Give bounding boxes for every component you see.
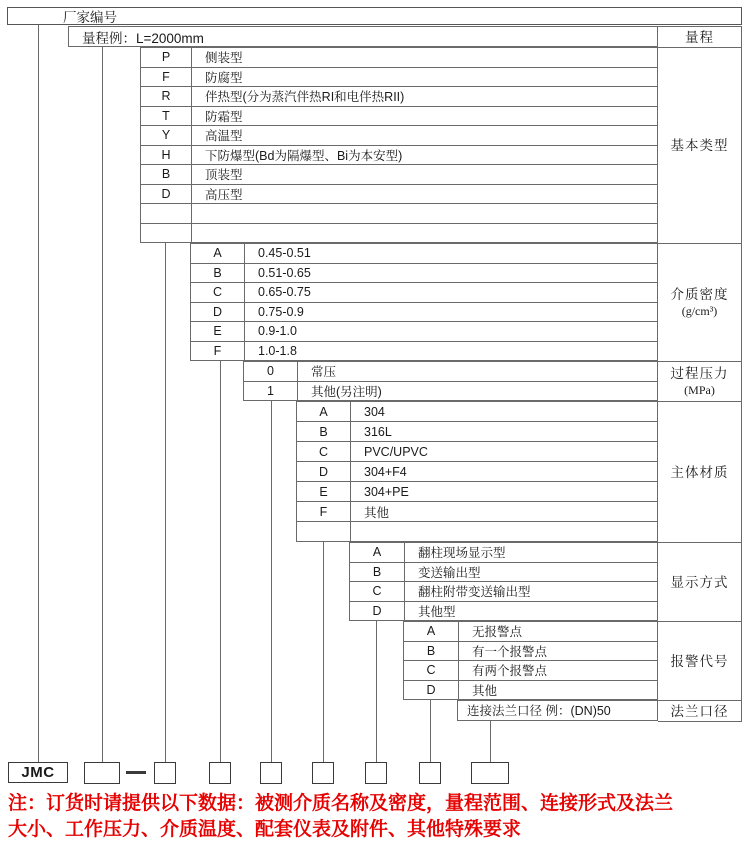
- connector-line-display-mode: [376, 621, 377, 762]
- code-cell: B: [350, 563, 405, 582]
- desc-cell: PVC/UPVC: [364, 444, 428, 459]
- code-box-flange-size: [471, 762, 509, 784]
- code-cell: T: [141, 107, 192, 126]
- table-row: [191, 283, 657, 303]
- desc-cell: 304+PE: [364, 484, 409, 499]
- desc-cell: 0.45-0.51: [258, 246, 311, 261]
- section-flange-size: [457, 700, 658, 721]
- code-cell: C: [297, 442, 351, 461]
- code-cell: B: [404, 642, 459, 661]
- table-row: [350, 543, 657, 563]
- label-alarm-code: 报警代号: [658, 622, 741, 701]
- table-row: [350, 563, 657, 583]
- connector-line-basic-type: [165, 243, 166, 762]
- table-row: [404, 622, 657, 642]
- code-cell: F: [297, 502, 351, 521]
- connector-line-manufacturer: [38, 25, 39, 762]
- code-cell: F: [141, 68, 192, 87]
- desc-cell: 其他: [472, 683, 498, 698]
- order-note-line-2: 大小、工作压力、介质温度、配套仪表及附件、其他特殊要求: [8, 818, 522, 840]
- connector-line-medium-density: [220, 361, 221, 762]
- desc-cell: 伴热型(分为蒸汽伴热RI和电伴热RII): [205, 90, 405, 105]
- table-row: [404, 681, 657, 701]
- table-row: [141, 48, 657, 68]
- desc-cell: 防霜型: [205, 109, 243, 124]
- code-box-alarm-code: [419, 762, 441, 784]
- code-box-process-pressure: [260, 762, 282, 784]
- table-row: [141, 68, 657, 88]
- desc-cell: 无报警点: [472, 625, 523, 640]
- code-cell: B: [141, 165, 192, 184]
- desc-cell: 高压型: [205, 187, 243, 202]
- desc-cell: 304+F4: [364, 464, 407, 479]
- label-basic-type: 基本类型: [658, 48, 741, 244]
- desc-cell: [192, 204, 657, 223]
- label-medium-density: 介质密度 (g/cm³): [658, 244, 741, 362]
- code-cell: D: [191, 303, 245, 322]
- desc-cell: 翻柱附带变送输出型: [418, 585, 531, 600]
- code-cell: B: [297, 422, 351, 441]
- code-cell: A: [350, 543, 405, 562]
- section-process-pressure: [243, 361, 658, 401]
- section-body-material: [296, 401, 658, 542]
- desc-cell: 316L: [364, 424, 392, 439]
- section-medium-density: [190, 243, 658, 361]
- desc-cell: 变送输出型: [418, 565, 481, 580]
- table-row: [404, 661, 657, 681]
- code-box-medium-density: [209, 762, 231, 784]
- code-cell: C: [404, 661, 459, 680]
- desc-cell: [192, 224, 657, 243]
- desc-cell: 有一个报警点: [472, 644, 548, 659]
- table-row: [141, 87, 657, 107]
- table-row: [141, 224, 657, 244]
- label-range: 量程: [658, 27, 741, 48]
- table-row: [404, 642, 657, 662]
- manufacturer-code-title: 厂家编号: [63, 10, 117, 25]
- desc-cell: 有两个报警点: [472, 664, 548, 679]
- connector-line-alarm-code: [430, 700, 431, 762]
- table-row: [141, 146, 657, 166]
- label-flange-size: 法兰口径: [658, 701, 741, 722]
- code-cell: D: [141, 185, 192, 204]
- table-row: [191, 244, 657, 264]
- table-row: [350, 602, 657, 622]
- order-note: [8, 791, 673, 842]
- code-cell: [141, 224, 192, 243]
- connector-line-body-material: [323, 542, 324, 762]
- code-box-basic-type: [154, 762, 176, 784]
- code-cell: A: [191, 244, 245, 263]
- code-cell: A: [297, 402, 351, 421]
- code-cell: 1: [244, 382, 298, 401]
- table-row: [191, 303, 657, 323]
- desc-cell: 高温型: [205, 129, 243, 144]
- code-cell: E: [297, 482, 351, 501]
- manufacturer-code-header: [7, 7, 742, 25]
- table-row: [297, 482, 657, 502]
- desc-cell: 1.0-1.8: [258, 343, 297, 358]
- table-row: [297, 522, 657, 542]
- table-row: [191, 264, 657, 284]
- desc-cell: 防腐型: [205, 70, 243, 85]
- table-row: [141, 107, 657, 127]
- desc-cell: 0.65-0.75: [258, 285, 311, 300]
- range-example-text: 量程例：L=2000mm: [82, 30, 204, 46]
- code-cell: A: [404, 622, 459, 641]
- code-cell: D: [404, 681, 459, 700]
- desc-cell: 其他: [364, 505, 390, 520]
- table-row: [297, 442, 657, 462]
- label-display-mode: 显示方式: [658, 543, 741, 622]
- code-cell: B: [191, 264, 245, 283]
- desc-cell: 0.51-0.65: [258, 265, 311, 280]
- code-cell: [297, 522, 351, 541]
- desc-cell: 翻柱现场显示型: [418, 546, 506, 561]
- code-cell: P: [141, 48, 192, 67]
- desc-cell: 304: [364, 404, 385, 419]
- table-row: [244, 362, 657, 382]
- separator-dash: [126, 771, 146, 774]
- desc-cell: 其他型: [418, 604, 456, 619]
- label-process-pressure: 过程压力 (MPa): [658, 362, 741, 402]
- table-row: [244, 382, 657, 402]
- model-prefix-box: JMC: [8, 762, 68, 783]
- code-cell: [141, 204, 192, 223]
- code-box-display-mode: [365, 762, 387, 784]
- table-row: [141, 185, 657, 205]
- table-row: [297, 402, 657, 422]
- label-body-material: 主体材质: [658, 402, 741, 543]
- connector-line-flange-size: [490, 721, 491, 762]
- code-cell: D: [297, 462, 351, 481]
- table-row: [141, 165, 657, 185]
- code-cell: C: [350, 582, 405, 601]
- table-row: [297, 422, 657, 442]
- code-box-body-material: [312, 762, 334, 784]
- desc-cell: [351, 522, 657, 541]
- desc-cell: 下防爆型(Bd为隔爆型、Bi为本安型): [205, 148, 403, 163]
- table-row: [191, 322, 657, 342]
- code-cell: Y: [141, 126, 192, 145]
- code-cell: 0: [244, 362, 298, 381]
- desc-cell: 连接法兰口径 例：(DN)50: [467, 704, 611, 719]
- connector-line-range: [102, 47, 103, 762]
- section-alarm-code: [403, 621, 658, 700]
- desc-cell: 其他(另注明): [311, 384, 382, 399]
- code-cell: R: [141, 87, 192, 106]
- desc-cell: 常压: [311, 365, 337, 380]
- desc-cell: 侧装型: [205, 51, 243, 66]
- table-row: [458, 701, 657, 721]
- code-cell: H: [141, 146, 192, 165]
- order-note-line-1: 注：订货时请提供以下数据：被测介质名称及密度，量程范围、连接形式及法兰: [8, 793, 674, 814]
- connector-line-process-pressure: [271, 401, 272, 762]
- table-row: [350, 582, 657, 602]
- desc-cell: 0.75-0.9: [258, 304, 304, 319]
- code-cell: D: [350, 602, 405, 621]
- code-box-range: [84, 762, 120, 784]
- table-row: [297, 502, 657, 522]
- code-cell: C: [191, 283, 245, 302]
- category-label-column: [658, 26, 742, 722]
- table-row: [141, 204, 657, 224]
- code-cell: E: [191, 322, 245, 341]
- desc-cell: 顶装型: [205, 168, 243, 183]
- table-row: [297, 462, 657, 482]
- desc-cell: 0.9-1.0: [258, 324, 297, 339]
- section-display-mode: [349, 542, 658, 621]
- section-basic-type: [140, 47, 658, 243]
- range-example-row: [68, 26, 658, 47]
- code-cell: F: [191, 342, 245, 361]
- table-row: [191, 342, 657, 362]
- table-row: [141, 126, 657, 146]
